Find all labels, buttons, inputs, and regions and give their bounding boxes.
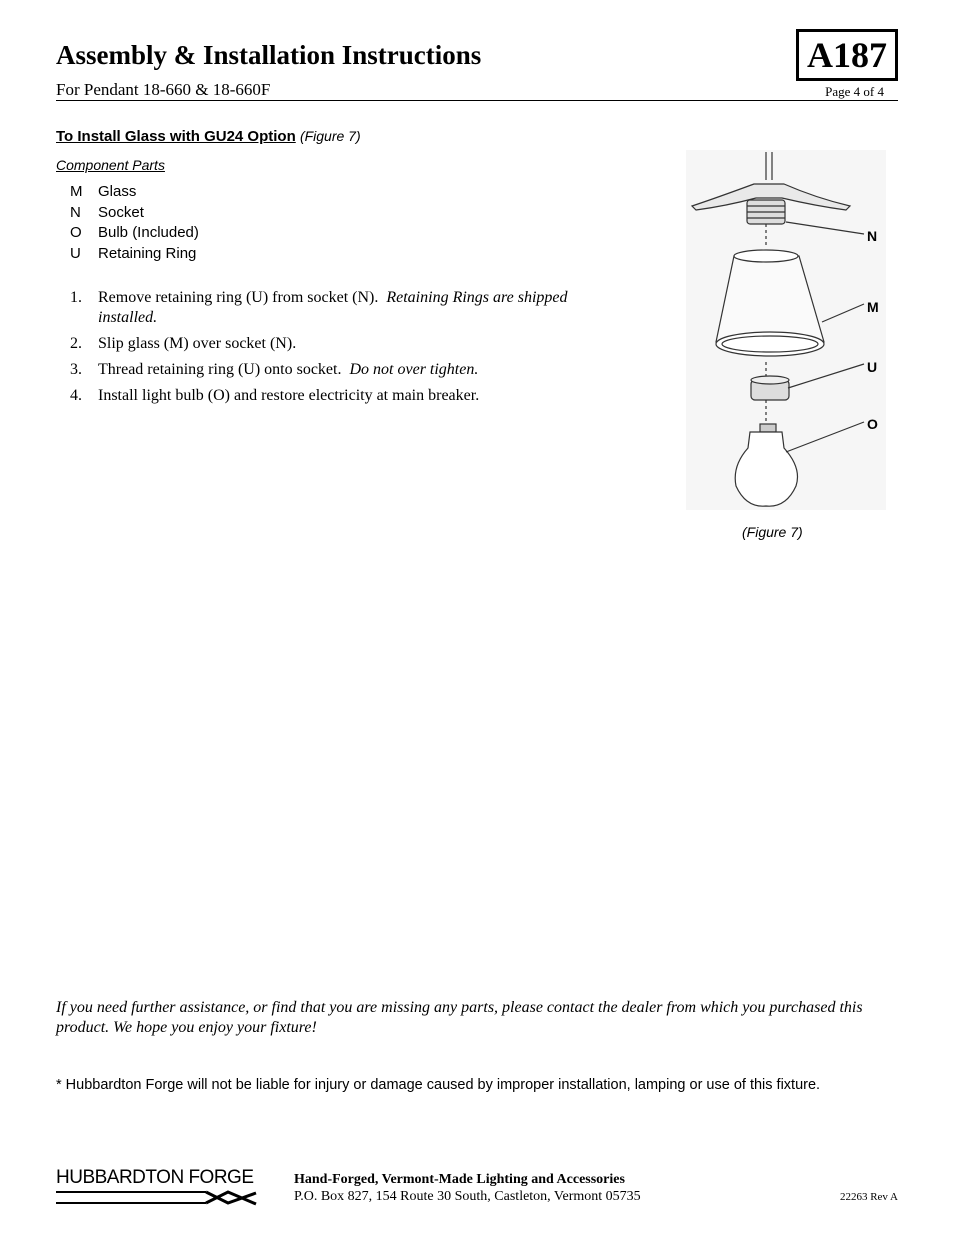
step-note: Retaining Rings are shipped installed. xyxy=(98,289,568,326)
figure-label-n: N xyxy=(867,228,878,244)
step-text xyxy=(98,288,630,328)
step-instruction: Thread retaining ring (U) onto socket. xyxy=(98,361,342,378)
bulb-pin xyxy=(760,424,776,432)
step-item xyxy=(70,288,630,328)
figure-label-o: O xyxy=(867,416,878,432)
component-item xyxy=(70,204,199,225)
section-heading xyxy=(56,128,361,145)
component-name: Glass xyxy=(98,183,137,200)
step-number: 4. xyxy=(70,387,82,404)
component-name: Socket xyxy=(98,203,144,221)
footer-tagline: Hand-Forged, Vermont-Made Lighting and Accessories xyxy=(294,1172,625,1187)
logo-wordmark: HUBBARDTON FORGE xyxy=(56,1167,254,1188)
component-item xyxy=(70,224,199,245)
header-rule xyxy=(56,100,898,101)
figure-caption: (Figure 7) xyxy=(742,524,803,540)
component-letter: O xyxy=(70,224,82,241)
step-text xyxy=(98,334,630,354)
page-number: Page 4 of 4 xyxy=(825,84,884,99)
step-item xyxy=(70,386,630,406)
component-parts-heading: Component Parts xyxy=(56,157,165,173)
component-letter: U xyxy=(70,244,81,262)
component-letter: M xyxy=(70,183,83,200)
step-item xyxy=(70,360,630,380)
section-title: To Install Glass with GU24 Option xyxy=(56,128,296,145)
step-note: Do not over tighten. xyxy=(349,361,479,378)
component-item xyxy=(70,183,199,204)
instruction-code-box: A187 xyxy=(796,29,898,81)
component-name: Retaining Ring xyxy=(98,244,197,262)
product-subtitle: For Pendant 18-660 & 18-660F xyxy=(56,80,271,99)
document-revision: 22263 Rev A xyxy=(839,1191,898,1203)
step-number: 2. xyxy=(70,335,82,352)
figure-label-m: M xyxy=(867,299,879,315)
logo-tongs-graphic xyxy=(56,1167,262,1209)
step-instruction: Remove retaining ring (U) from socket (N). xyxy=(98,289,379,306)
component-item xyxy=(70,245,199,266)
figure-label-u: U xyxy=(867,359,878,375)
step-text xyxy=(98,386,630,406)
glass-top xyxy=(734,250,798,262)
assistance-note: If you need further assistance, or find that you are missing any parts, please contact the dealer from which you purchased this product. We hope you enjoy your fixture! xyxy=(56,999,863,1036)
step-number: 1. xyxy=(70,289,82,306)
retaining-ring-top xyxy=(751,376,789,384)
component-letter: N xyxy=(70,203,81,221)
step-number: 3. xyxy=(70,361,82,378)
footer-address: P.O. Box 827, 154 Route 30 South, Castleton, Vermont 05735 xyxy=(294,1189,641,1204)
component-name: Bulb (Included) xyxy=(98,224,199,241)
company-logo xyxy=(56,1167,262,1209)
component-list xyxy=(70,183,199,265)
step-item xyxy=(70,334,630,354)
document-title: Assembly & Installation Instructions xyxy=(56,40,482,70)
assembly-figure xyxy=(686,150,886,510)
liability-disclaimer: * Hubbardton Forge will not be liable for injury or damage caused by improper installation, lamping or use of this fixture. xyxy=(56,1077,821,1093)
step-instruction: Install light bulb (O) and restore electricity at main breaker. xyxy=(98,387,480,404)
section-figure-ref: (Figure 7) xyxy=(299,128,361,144)
step-text xyxy=(98,360,630,380)
instruction-steps xyxy=(70,288,630,412)
step-instruction: Slip glass (M) over socket (N). xyxy=(98,335,297,352)
